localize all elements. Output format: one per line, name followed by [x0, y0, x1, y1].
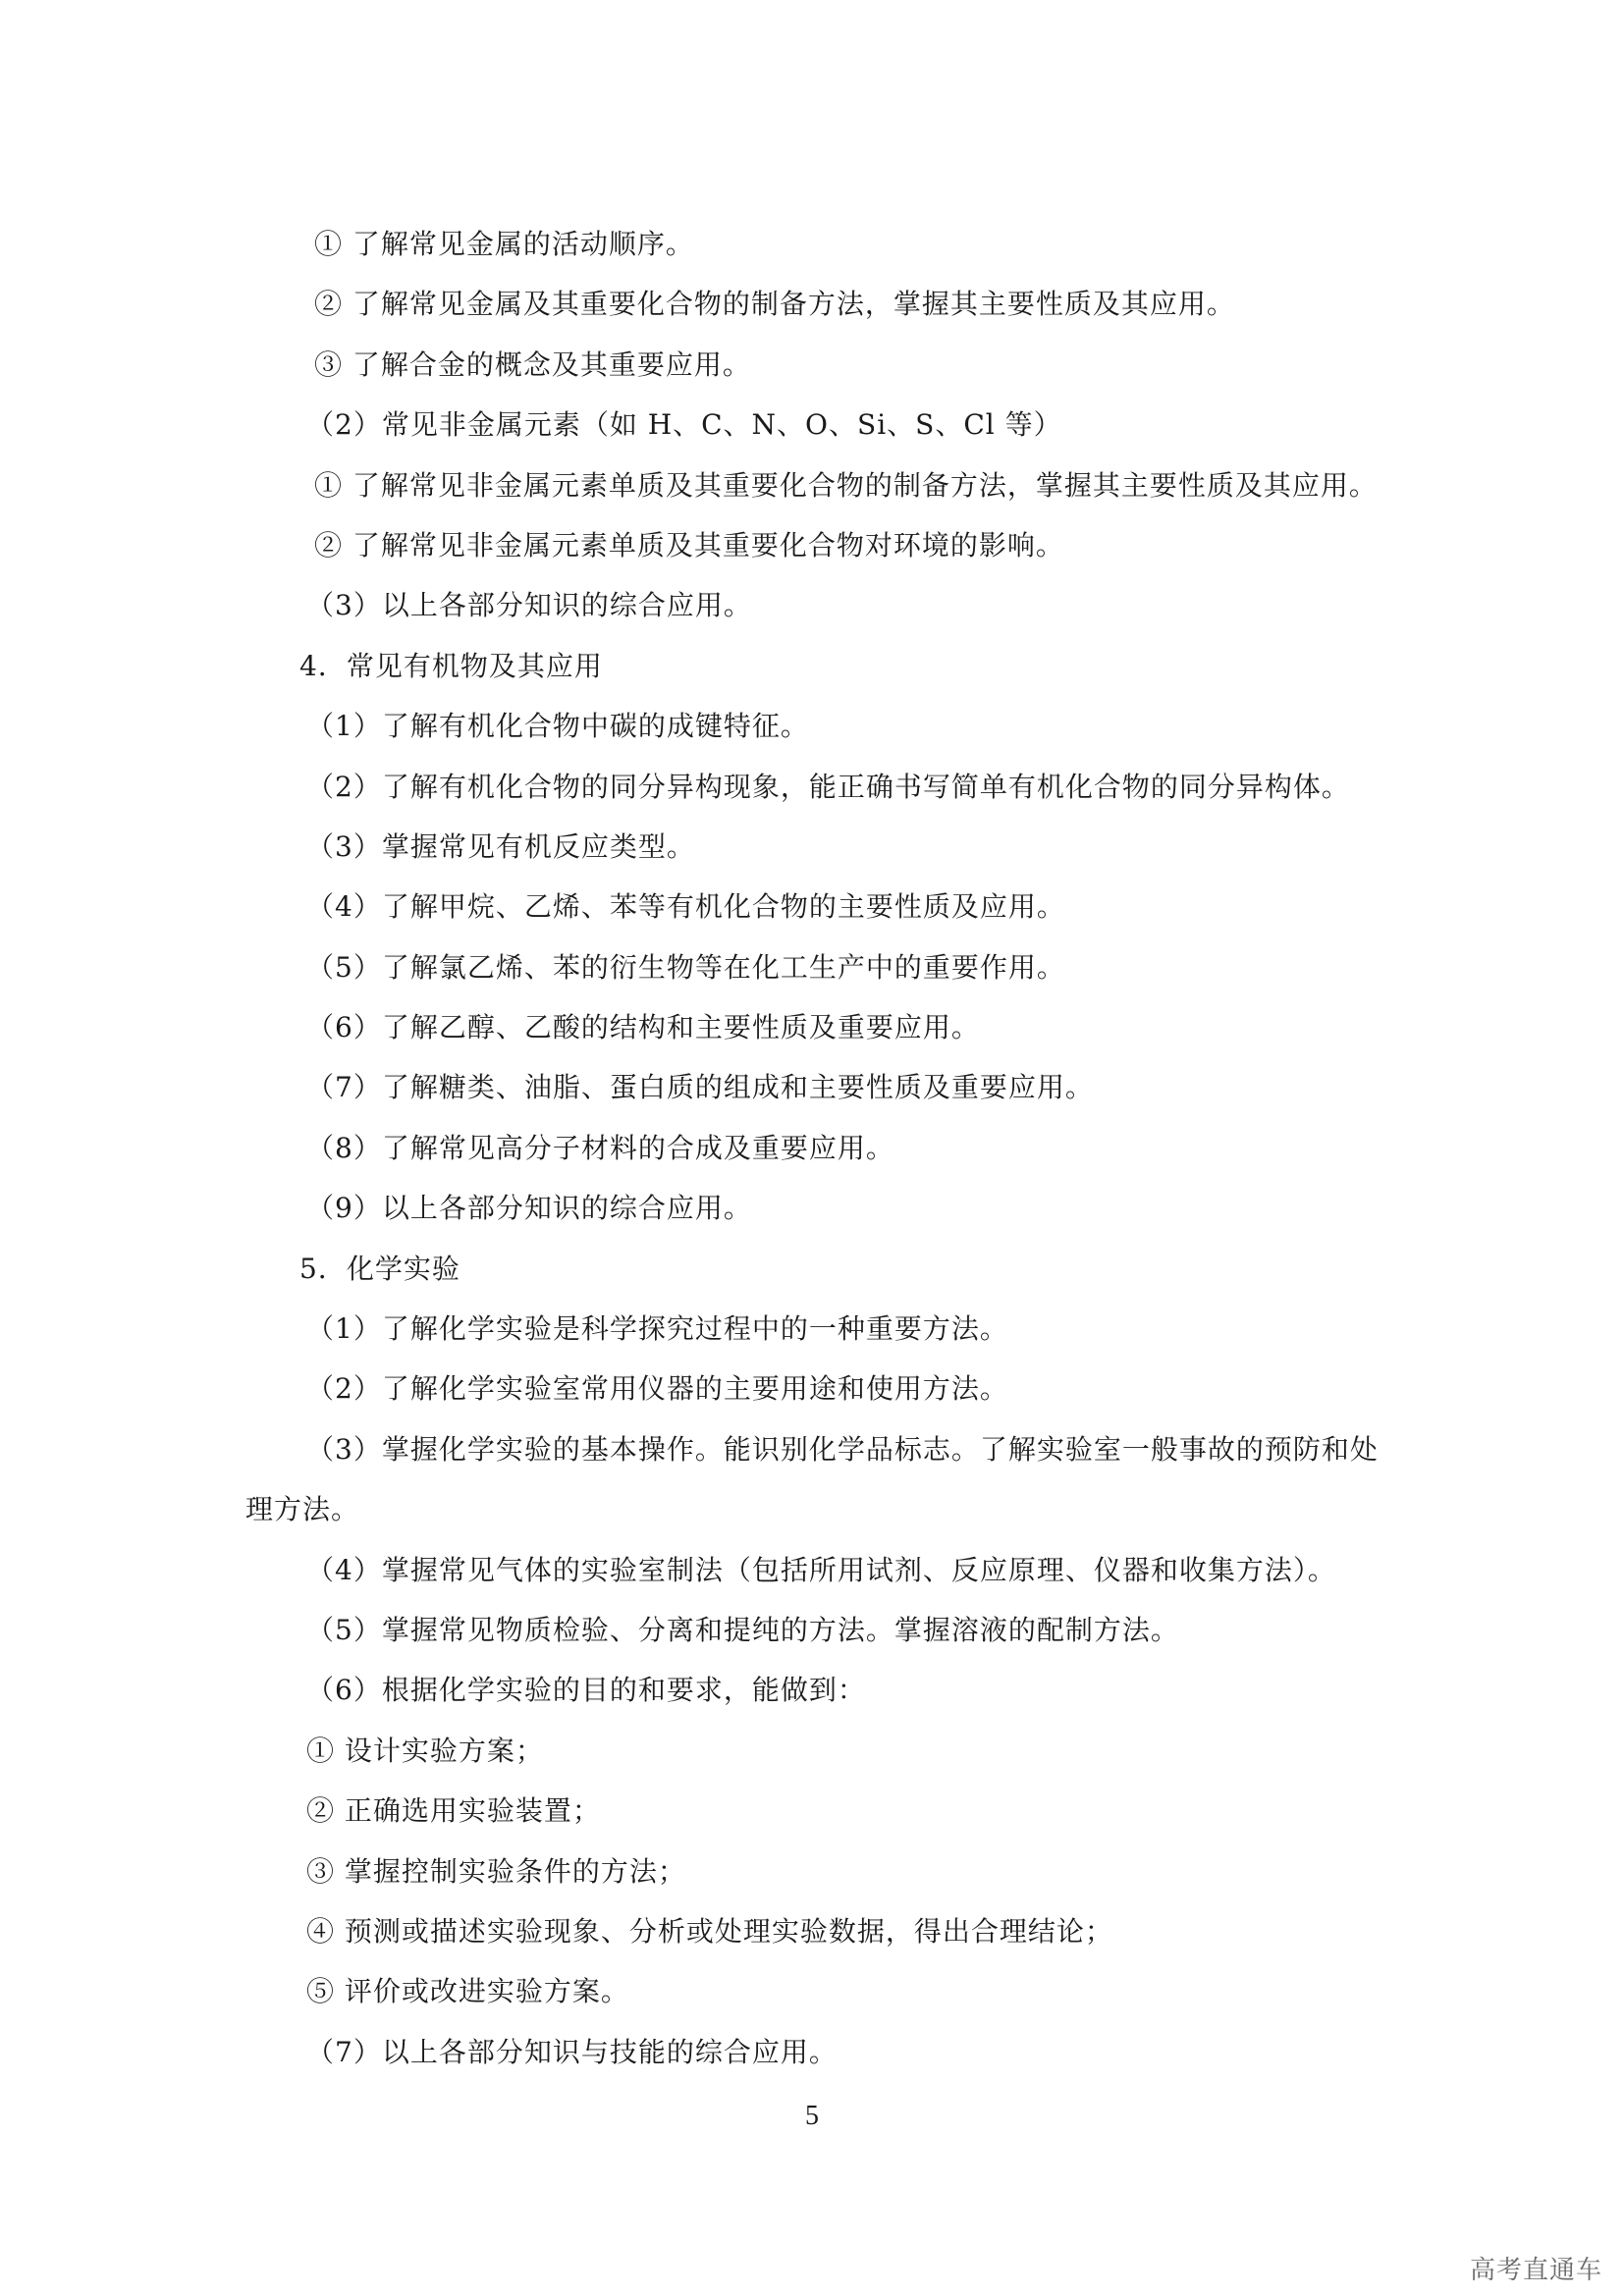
text-line: （6）了解乙醇、乙酸的结构和主要性质及重要应用。 — [306, 1011, 980, 1044]
text-line: ④ 预测或描述实验现象、分析或处理实验数据，得出合理结论； — [306, 1914, 1113, 1948]
text-line: （2）了解化学实验室常用仪器的主要用途和使用方法。 — [306, 1372, 1008, 1406]
watermark: 高考直通车 — [1469, 2256, 1602, 2285]
text-line: （1）了解化学实验是科学探究过程中的一种重要方法。 — [306, 1312, 1008, 1346]
text-line: （3）掌握常见有机反应类型。 — [306, 829, 695, 863]
text-line: ① 了解常见金属的活动顺序。 — [314, 228, 694, 260]
text-line: ② 了解常见金属及其重要化合物的制备方法，掌握其主要性质及其应用。 — [314, 288, 1235, 321]
text-line: ① 了解常见非金属元素单质及其重要化合物的制备方法，掌握其主要性质及其应用。 — [314, 468, 1378, 502]
text-line-continuation: 理方法。 — [245, 1493, 360, 1526]
text-line: ② 正确选用实验装置； — [306, 1794, 601, 1828]
text-line: （1）了解有机化合物中碳的成键特征。 — [306, 710, 809, 743]
text-line: （5）掌握常见物质检验、分离和提纯的方法。掌握溶液的配制方法。 — [306, 1613, 1179, 1646]
text-line: （2）常见非金属元素（如 H、C、N、O、Si、S、Cl 等） — [306, 408, 1062, 442]
text-line: （4）掌握常见气体的实验室制法（包括所用试剂、反应原理、仪器和收集方法）。 — [306, 1553, 1336, 1586]
text-line: （7）以上各部分知识与技能的综合应用。 — [306, 2035, 838, 2068]
text-line: ③ 了解合金的概念及其重要应用。 — [314, 347, 751, 381]
text-line: （3）以上各部分知识的综合应用。 — [306, 589, 752, 622]
text-line: （3）掌握化学实验的基本操作。能识别化学品标志。了解实验室一般事故的预防和处 — [306, 1432, 1379, 1466]
text-line: （8）了解常见高分子材料的合成及重要应用。 — [306, 1131, 894, 1164]
text-line: （9）以上各部分知识的综合应用。 — [306, 1192, 752, 1225]
page-content — [245, 214, 1394, 2082]
text-line: ③ 掌握控制实验条件的方法； — [306, 1854, 686, 1888]
text-line: （7）了解糖类、油脂、蛋白质的组成和主要性质及重要应用。 — [306, 1071, 1094, 1104]
text-line: （6）根据化学实验的目的和要求，能做到： — [306, 1674, 866, 1707]
text-line: （2）了解有机化合物的同分异构现象，能正确书写简单有机化合物的同分异构体。 — [306, 770, 1350, 803]
page-number: 5 — [805, 2101, 819, 2131]
section-heading: 5．化学实验 — [299, 1252, 460, 1285]
text-line: ⑤ 评价或改进实验方案。 — [306, 1975, 629, 2008]
text-line: （5）了解氯乙烯、苯的衍生物等在化工生产中的重要作用。 — [306, 950, 1065, 984]
section-heading: 4．常见有机物及其应用 — [299, 649, 603, 682]
text-line: ② 了解常见非金属元素单质及其重要化合物对环境的影响。 — [314, 528, 1064, 561]
text-line: ① 设计实验方案； — [306, 1734, 544, 1767]
text-line: （4）了解甲烷、乙烯、苯等有机化合物的主要性质及应用。 — [306, 890, 1065, 924]
